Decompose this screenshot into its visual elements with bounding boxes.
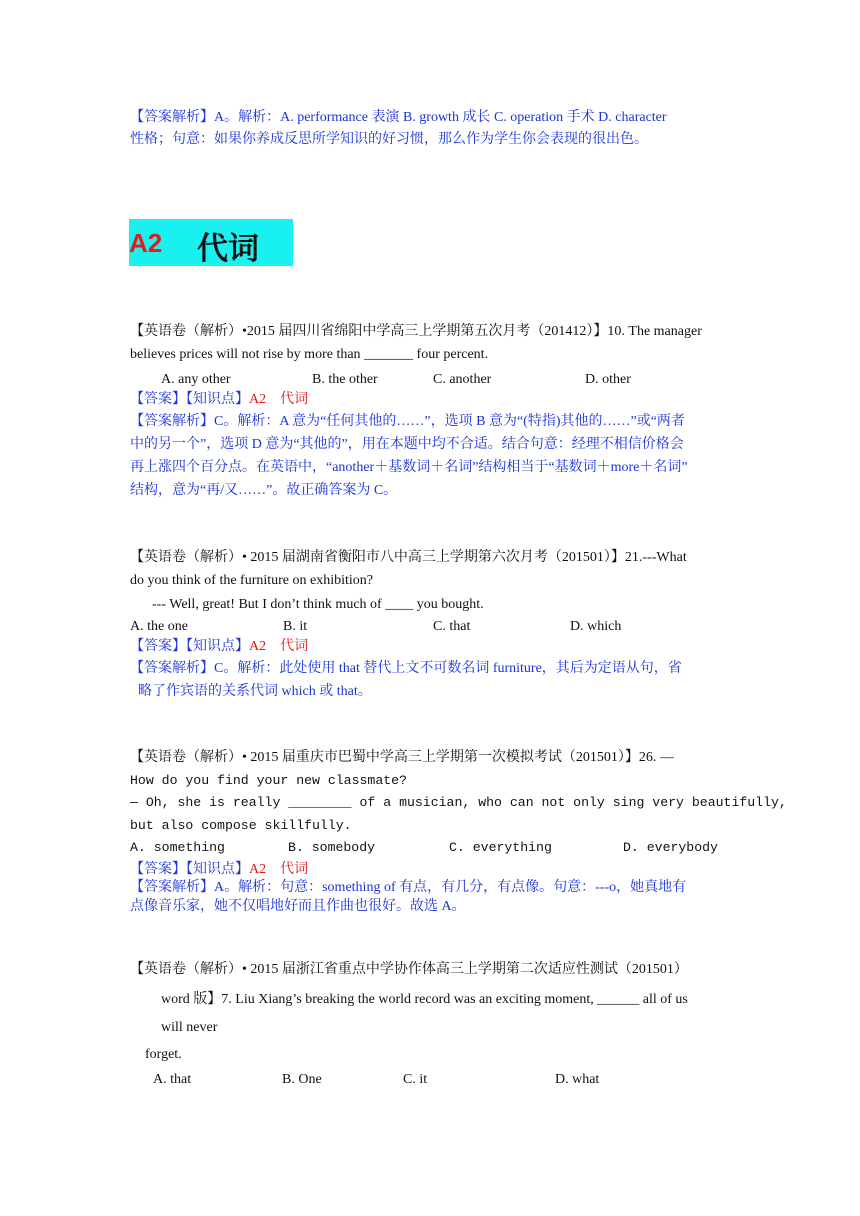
q3-source: 【英语卷（解析）• 2015 届重庆市巴蜀中学高三上学期第一次模拟考试（201501）】26. —: [130, 750, 674, 765]
q3-option-a: A. something: [130, 840, 225, 855]
q1-option-c: C. another: [433, 372, 492, 387]
q4-option-a: A. that: [153, 1072, 192, 1087]
q1-analysis-1: 【答案解析】C。解析：A 意为“任何其他的……”，选项 B 意为“(特指)其他的……”或“两者: [130, 414, 685, 429]
q3-analysis-1: 【答案解析】A。解析：句意：something of 有点，有几分，有点像。句意：---o，她真地有: [130, 880, 687, 895]
q2-option-a: A. the one: [130, 619, 188, 634]
q1-option-a: A. any other: [161, 372, 231, 387]
q1-analysis-4: 结构，意为“再/又……”。故正确答案为 C。: [130, 483, 398, 498]
q2-analysis-2: 略了作宾语的关系代词 which 或 that。: [138, 684, 372, 699]
q2-stem: do you think of the furniture on exhibition?: [130, 573, 374, 588]
q3-option-c: C. everything: [449, 840, 552, 855]
q1-knowledge: A2 代词: [249, 392, 309, 407]
q1-source: 【英语卷（解析）•2015 届四川省绵阳中学高三上学期第五次月考（201412）】10. The manager: [130, 324, 702, 339]
q3-analysis-2: 点像音乐家，她不仅唱地好而且作曲也很好。故选 A。: [130, 899, 466, 914]
q3-stem-reply: — Oh, she is really ________ of a musician, who can not only sing very beautifully,: [130, 795, 787, 810]
q3-stem: How do you find your new classmate?: [130, 773, 407, 788]
q2-option-b: B. it: [283, 619, 308, 634]
q2-stem-reply: --- Well, great! But I don’t think much of ____ you bought.: [152, 597, 484, 612]
q3-option-b: B. somebody: [288, 840, 376, 855]
q3-knowledge: A2 代词: [249, 862, 309, 877]
q4-stem-end: forget.: [145, 1047, 182, 1062]
q3-answer-row: [130, 861, 308, 878]
q1-answer-label: 【答案】【知识点】: [130, 392, 249, 407]
q4-stem-cont: will never: [161, 1020, 218, 1035]
q2-answer-row: [130, 638, 308, 655]
q4-stem: word 版】7. Liu Xiang’s breaking the world record was an exciting moment, ______ all of us: [161, 992, 688, 1007]
q4-option-d: D. what: [555, 1072, 600, 1087]
section-code: A2: [129, 228, 163, 258]
q1-analysis-2: 中的另一个”，选项 D 意为“其他的”，用在本题中均不合适。结合句意：经理不相信价格会: [130, 437, 684, 452]
q1-stem: believes prices will not rise by more than _______ four percent.: [130, 347, 489, 362]
q3-option-d: D. everybody: [623, 840, 718, 855]
q1-analysis-3: 再上涨四个百分点。在英语中，“another＋基数词＋名词”结构相当于“基数词＋more＋名词”: [130, 460, 688, 475]
q2-analysis-1: 【答案解析】C。解析：此处使用 that 替代上文不可数名词 furniture，其后为定语从句，省: [130, 661, 682, 676]
q3-stem-end: but also compose skillfully.: [130, 818, 352, 833]
q1-option-d: D. other: [585, 372, 631, 387]
q3-answer-label: 【答案】【知识点】: [130, 862, 249, 877]
q2-option-c: C. that: [433, 619, 471, 634]
q1-answer-row: [130, 391, 308, 408]
prev-answer-line-1: 【答案解析】A。解析：A. performance 表演 B. growth 成长 C. operation 手术 D. character: [130, 110, 667, 125]
q2-source: 【英语卷（解析）• 2015 届湖南省衡阳市八中高三上学期第六次月考（201501）】21.---What: [130, 550, 687, 565]
q2-knowledge: A2 代词: [249, 639, 309, 654]
q4-option-c: C. it: [403, 1072, 428, 1087]
section-heading: [129, 219, 293, 266]
section-title: 代词: [197, 231, 259, 267]
q1-option-b: B. the other: [312, 372, 378, 387]
q2-option-d: D. which: [570, 619, 622, 634]
q2-answer-label: 【答案】【知识点】: [130, 639, 249, 654]
q4-option-b: B. One: [282, 1072, 322, 1087]
q4-source: 【英语卷（解析）• 2015 届浙江省重点中学协作体高三上学期第二次适应性测试（201501）: [130, 962, 688, 977]
prev-answer-line-2: 性格；句意：如果你养成反思所学知识的好习惯，那么作为学生你会表现的很出色。: [130, 132, 648, 147]
